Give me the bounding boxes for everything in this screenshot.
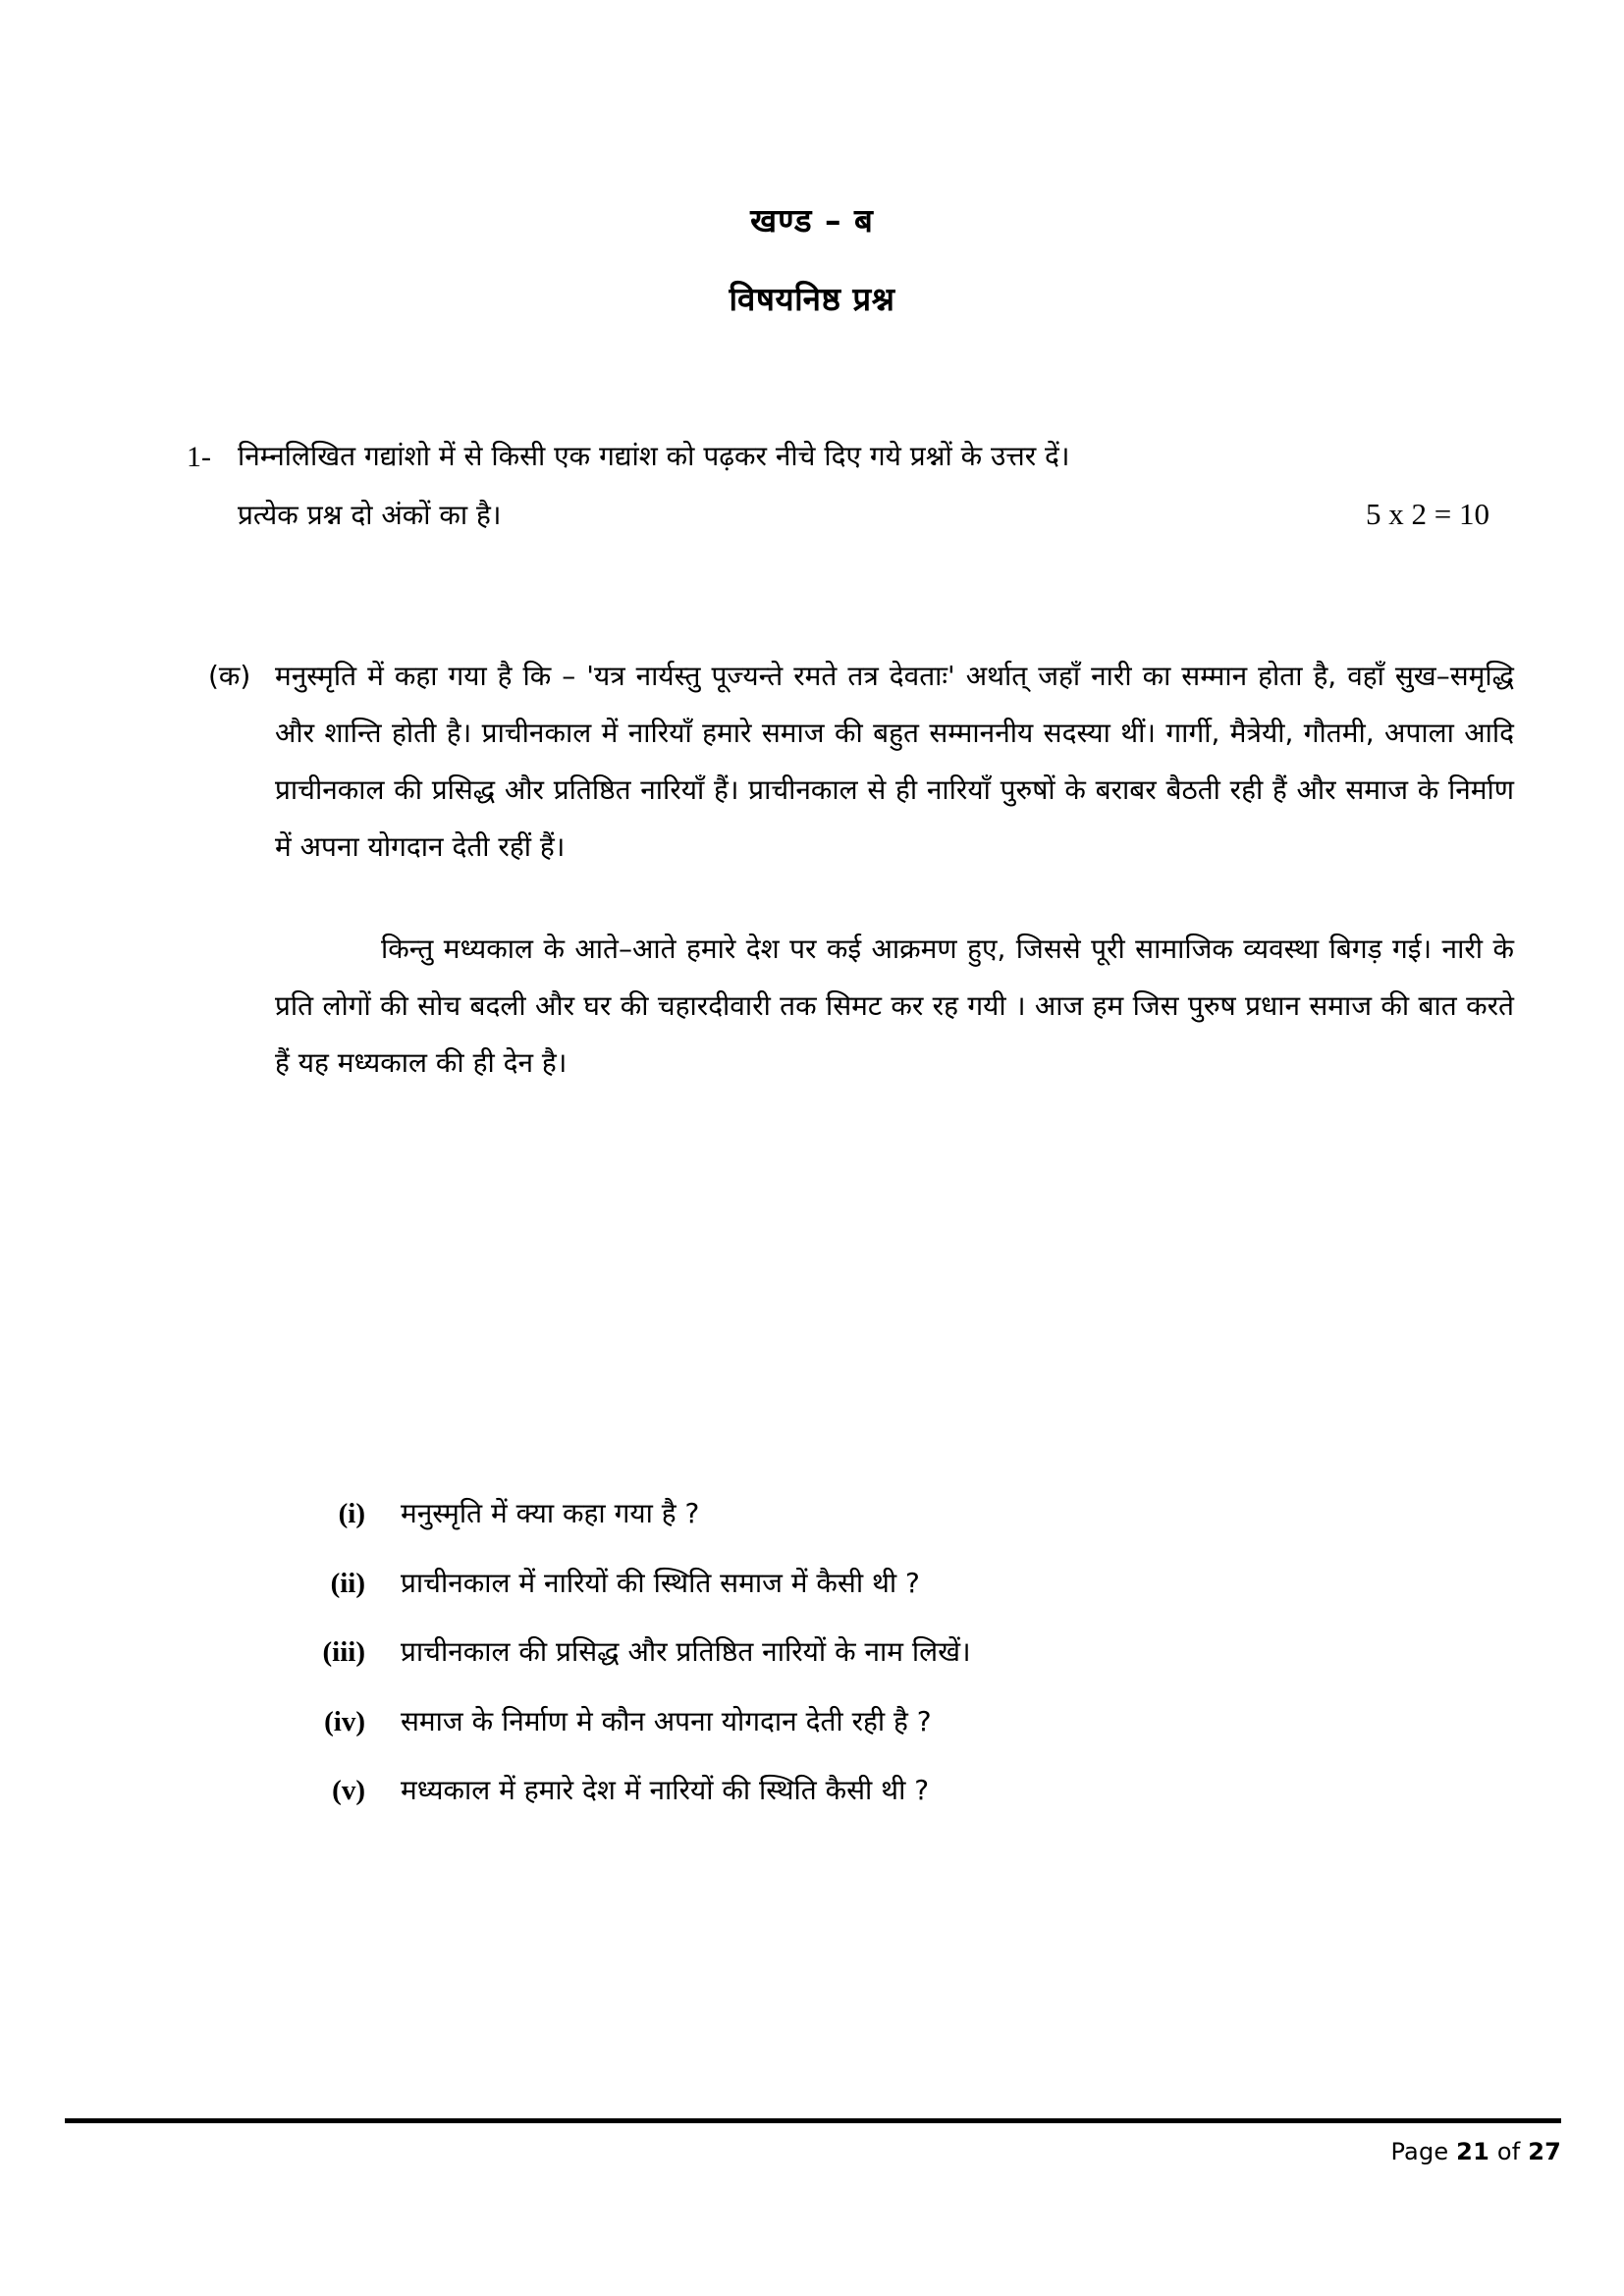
- footer-divider: [65, 2118, 1561, 2123]
- question-1-text: [238, 434, 1507, 540]
- question-1-row: [187, 434, 1507, 540]
- sub-question-number: (ii): [330, 1567, 365, 1599]
- footer-prefix: Page: [1390, 2138, 1457, 2165]
- sub-question-number: (i): [338, 1498, 365, 1529]
- passage-ka: [208, 648, 1514, 1092]
- section-title: खण्ड – ब: [750, 201, 874, 240]
- paragraph-spacer: [275, 876, 1514, 921]
- sub-question-text: प्राचीनकाल में नारियों की स्थिति समाज में कैसी थी ?: [401, 1566, 920, 1599]
- subtitle: विषयनिष्ठ प्रश्न: [729, 279, 895, 318]
- passage-marker: (क): [208, 660, 251, 692]
- sub-question-text: मध्यकाल में हमारे देश में नारियों की स्थिति कैसी थी ?: [401, 1774, 930, 1807]
- sub-question-text: मनुस्मृति में क्या कहा गया है ?: [401, 1497, 700, 1529]
- sub-question-number: (iii): [322, 1636, 365, 1669]
- sub-questions-list: [295, 1494, 1424, 1841]
- passage-row: [208, 648, 1514, 1092]
- sub-question-text: समाज के निर्माण मे कौन अपना योगदान देती रही है ?: [401, 1704, 932, 1737]
- page-number-footer: [1390, 2138, 1561, 2165]
- list-item: [295, 1771, 1424, 1811]
- question-1-marks: 5 x 2 = 10: [1366, 497, 1489, 532]
- list-item: [295, 1564, 1424, 1604]
- sub-question-text: प्राचीनकाल की प्रसिद्ध और प्रतिष्ठित नारियों के नाम लिखें।: [401, 1635, 971, 1669]
- sub-question-number: (v): [332, 1775, 365, 1807]
- footer-middle: of: [1489, 2138, 1529, 2165]
- sub-question-number: (iv): [324, 1705, 365, 1737]
- list-item: [295, 1632, 1424, 1673]
- question-1-marker: 1-: [187, 441, 211, 473]
- list-item: [295, 1702, 1424, 1742]
- passage-paragraph-1: मनुस्मृति में कहा गया है कि – 'यत्र नार्यस्तु पूज्यन्ते रमते तत्र देवताः' अर्थात् जहाँ नारी का सम्मान होता है, वहाँ सुख–समृद्धि और शान्ति होती है। प्राचीनकाल में नारियाँ हमारे समाज की बहुत सम्माननीय सदस्या थीं। गार्गी, मैत्रेयी, गौतमी, अपाला आदि प्राचीनकाल की प्रसिद्ध और प्रतिष्ठित नारियाँ हैं। प्राचीनकाल से ही नारियाँ पुरुषों के बराबर बैठती रही हैं और समाज के निर्माण में अपना योगदान देती रहीं हैं।: [275, 660, 1514, 863]
- question-1: [187, 434, 1507, 540]
- footer-total-pages: 27: [1528, 2138, 1561, 2165]
- page-heading: [0, 201, 1624, 318]
- footer-current-page: 21: [1456, 2138, 1489, 2165]
- question-1-line-1: निम्नलिखित गद्यांशो में से किसी एक गद्यांश को पढ़कर नीचे दिए गये प्रश्नों के उत्तर दें।: [238, 440, 1070, 472]
- list-item: [295, 1494, 1424, 1534]
- question-1-line-2: प्रत्येक प्रश्न दो अंकों का है।: [238, 499, 502, 532]
- passage-body: [275, 648, 1514, 1092]
- passage-paragraph-2: किन्तु मध्यकाल के आते–आते हमारे देश पर कई आक्रमण हुए, जिससे पूरी सामाजिक व्यवस्था बिगड़ गई। नारी के प्रति लोगों की सोच बदली और घर की चहारदीवारी तक सिमट कर रह गयी । आज हम जिस पुरुष प्रधान समाज की बात करते हैं यह मध्यकाल की ही देन है।: [275, 932, 1514, 1079]
- question-1-line-2-row: [238, 478, 1507, 539]
